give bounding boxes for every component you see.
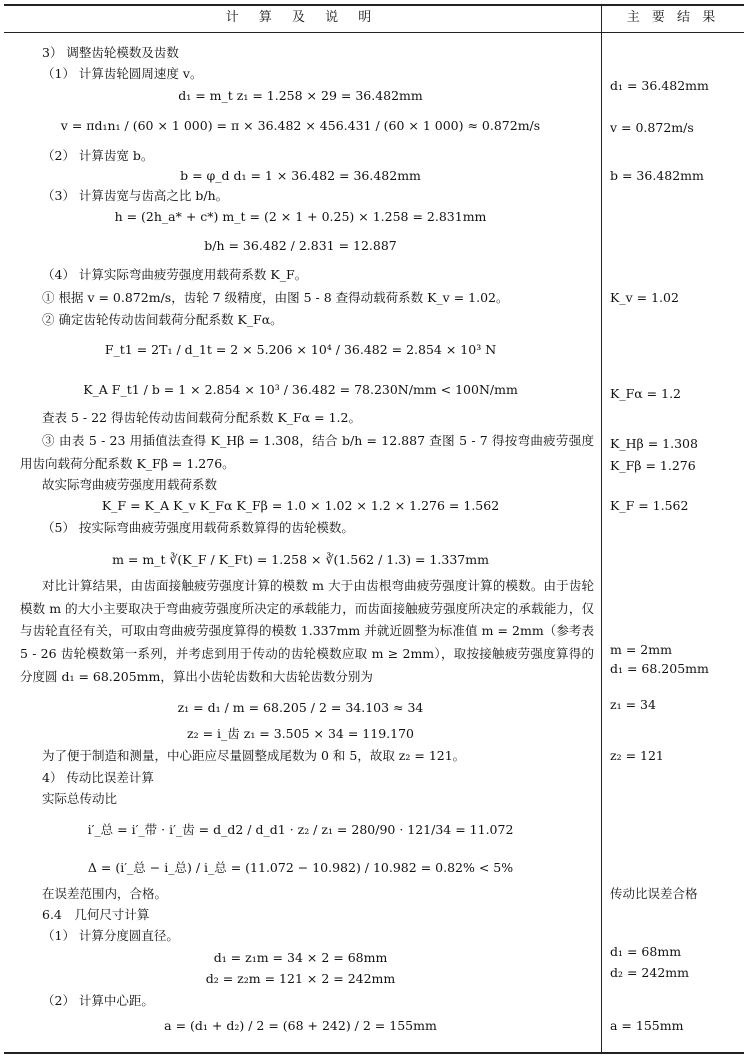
text-line: 故实际弯曲疲劳强度用载荷系数 — [42, 477, 218, 492]
result-kf: K_F = 1.562 — [610, 498, 689, 513]
result-z1: z₁ = 34 — [610, 697, 656, 712]
header-bottom-rule — [4, 32, 744, 33]
formula-line: v = πd₁n₁ / (60 × 1 000) = π × 36.482 × 456.431 / (60 × 1 000) ≈ 0.872m/s — [60, 118, 541, 133]
paragraph: 对比计算结果，由齿面接触疲劳强度计算的模数 m 大于由齿根弯曲疲劳强度计算的模数。由于齿轮模数 m 的大小主要取决于弯曲疲劳强度所决定的承载能力，而齿面接触疲劳强度所决定的承载能力，仅与齿轮直径有关，可取由弯曲疲劳强度算得的模数 1.337mm 并就近圆整为标准值 m = 2mm（参考表 5 - 26 齿轮模数第一系列，并考虑到用于传动的齿轮模数应取 m ≥ 2mm），取按接触疲劳强度算得的分度圆 d₁ = 68.205mm，算出小齿轮齿数和大齿轮齿数分别为 — [20, 578, 594, 684]
table-bottom-rule — [4, 1052, 744, 1054]
text-line: ② 确定齿轮传动齿间载荷分配系数 K_Fα。 — [42, 312, 283, 327]
formula-line: a = (d₁ + d₂) / 2 = (68 + 242) / 2 = 155mm — [164, 1018, 437, 1033]
formula-line: Δ = (i′_总 − i_总) / i_总 = (11.072 − 10.982) / 10.982 = 0.82% < 5% — [87, 860, 514, 875]
section-heading: 6.4 几何尺寸计算 — [42, 907, 150, 922]
result-kv: K_v = 1.02 — [610, 290, 679, 305]
result-khb: K_Hβ = 1.308 — [610, 436, 698, 451]
section-heading: 4） 传动比误差计算 — [42, 770, 154, 785]
step-heading: （2） 计算齿宽 b。 — [42, 148, 154, 163]
result-a: a = 155mm — [610, 1018, 684, 1033]
formula-line: z₁ = d₁ / m = 68.205 / 2 = 34.103 ≈ 34 — [177, 700, 424, 715]
formula-line: m = m_t ∛(K_F / K_Ft) = 1.258 × ∛(1.562 / 1.3) = 1.337mm — [112, 552, 489, 567]
formula-line: F_t1 = 2T₁ / d_1t = 2 × 5.206 × 10⁴ / 36.482 = 2.854 × 10³ N — [104, 342, 497, 357]
step-heading: （2） 计算中心距。 — [42, 993, 154, 1008]
result-kfa: K_Fα = 1.2 — [610, 386, 682, 401]
header-left: 计 算 及 说 明 — [225, 10, 380, 25]
formula-line: h = (2h_a* + c*) m_t = (2 × 1 + 0.25) × 1.258 = 2.831mm — [114, 209, 487, 224]
text-line: 实际总传动比 — [42, 791, 118, 806]
formula-line: K_A F_t1 / b = 1 × 2.854 × 10³ / 36.482 = 78.230N/mm < 100N/mm — [83, 382, 518, 397]
step-heading: （1） 计算齿轮圆周速度 v。 — [42, 66, 203, 81]
header-right: 主 要 结 果 — [626, 10, 720, 25]
formula-line: d₂ = z₂m = 121 × 2 = 242mm — [205, 971, 396, 986]
result-m: m = 2mm — [610, 642, 672, 657]
column-divider — [601, 4, 602, 1054]
formula-line: d₁ = z₁m = 34 × 2 = 68mm — [213, 950, 388, 965]
step-heading: （4） 计算实际弯曲疲劳强度用载荷系数 K_F。 — [42, 267, 308, 282]
formula-line: K_F = K_A K_v K_Fα K_Fβ = 1.0 × 1.02 × 1.2 × 1.276 = 1.562 — [101, 498, 500, 513]
text-line: 查表 5 - 22 得齿轮传动齿间载荷分配系数 K_Fα = 1.2。 — [42, 410, 361, 425]
formula-line: b = φ_d d₁ = 1 × 36.482 = 36.482mm — [180, 168, 421, 183]
formula-line: d₁ = m_t z₁ = 1.258 × 29 = 36.482mm — [178, 88, 423, 103]
text-line: 为了便于制造和测量，中心距应尽量圆整成尾数为 0 和 5，故取 z₂ = 121。 — [42, 748, 466, 763]
formula-line: z₂ = i_齿 z₁ = 3.505 × 34 = 119.170 — [187, 726, 414, 741]
result-d1-contact: d₁ = 68.205mm — [610, 661, 709, 676]
section-heading: 3） 调整齿轮模数及齿数 — [42, 45, 179, 60]
result-b: b = 36.482mm — [610, 168, 704, 183]
result-z2: z₂ = 121 — [610, 748, 664, 763]
text-line: 在误差范围内，合格。 — [42, 886, 168, 901]
step-heading: （5） 按实际弯曲疲劳强度用载荷系数算得的齿轮模数。 — [42, 520, 354, 535]
text-line: ① 根据 v = 0.872m/s，齿轮 7 级精度，由图 5 - 8 查得动载荷系数 K_v = 1.02。 — [42, 290, 509, 305]
result-v: v = 0.872m/s — [610, 120, 694, 135]
step-heading: （3） 计算齿宽与齿高之比 b/h。 — [42, 188, 229, 203]
formula-line: b/h = 36.482 / 2.831 = 12.887 — [204, 238, 397, 253]
result-d1-final: d₁ = 68mm — [610, 944, 682, 959]
result-kfb: K_Fβ = 1.276 — [610, 458, 696, 473]
result-ratio-check: 传动比误差合格 — [610, 886, 698, 901]
result-d1: d₁ = 36.482mm — [610, 78, 709, 93]
result-d2-final: d₂ = 242mm — [610, 965, 689, 980]
step-heading: （1） 计算分度圆直径。 — [42, 928, 179, 943]
formula-line: i′_总 = i′_带 · i′_齿 = d_d2 / d_d1 · z₂ / z₁ = 280/90 · 121/34 = 11.072 — [87, 822, 514, 837]
paragraph: ③ 由表 5 - 23 用插值法查得 K_Hβ = 1.308，结合 b/h = 12.887 查图 5 - 7 得按弯曲疲劳强度用齿向载荷分配系数 K_Fβ = 1.276。 — [20, 433, 594, 471]
